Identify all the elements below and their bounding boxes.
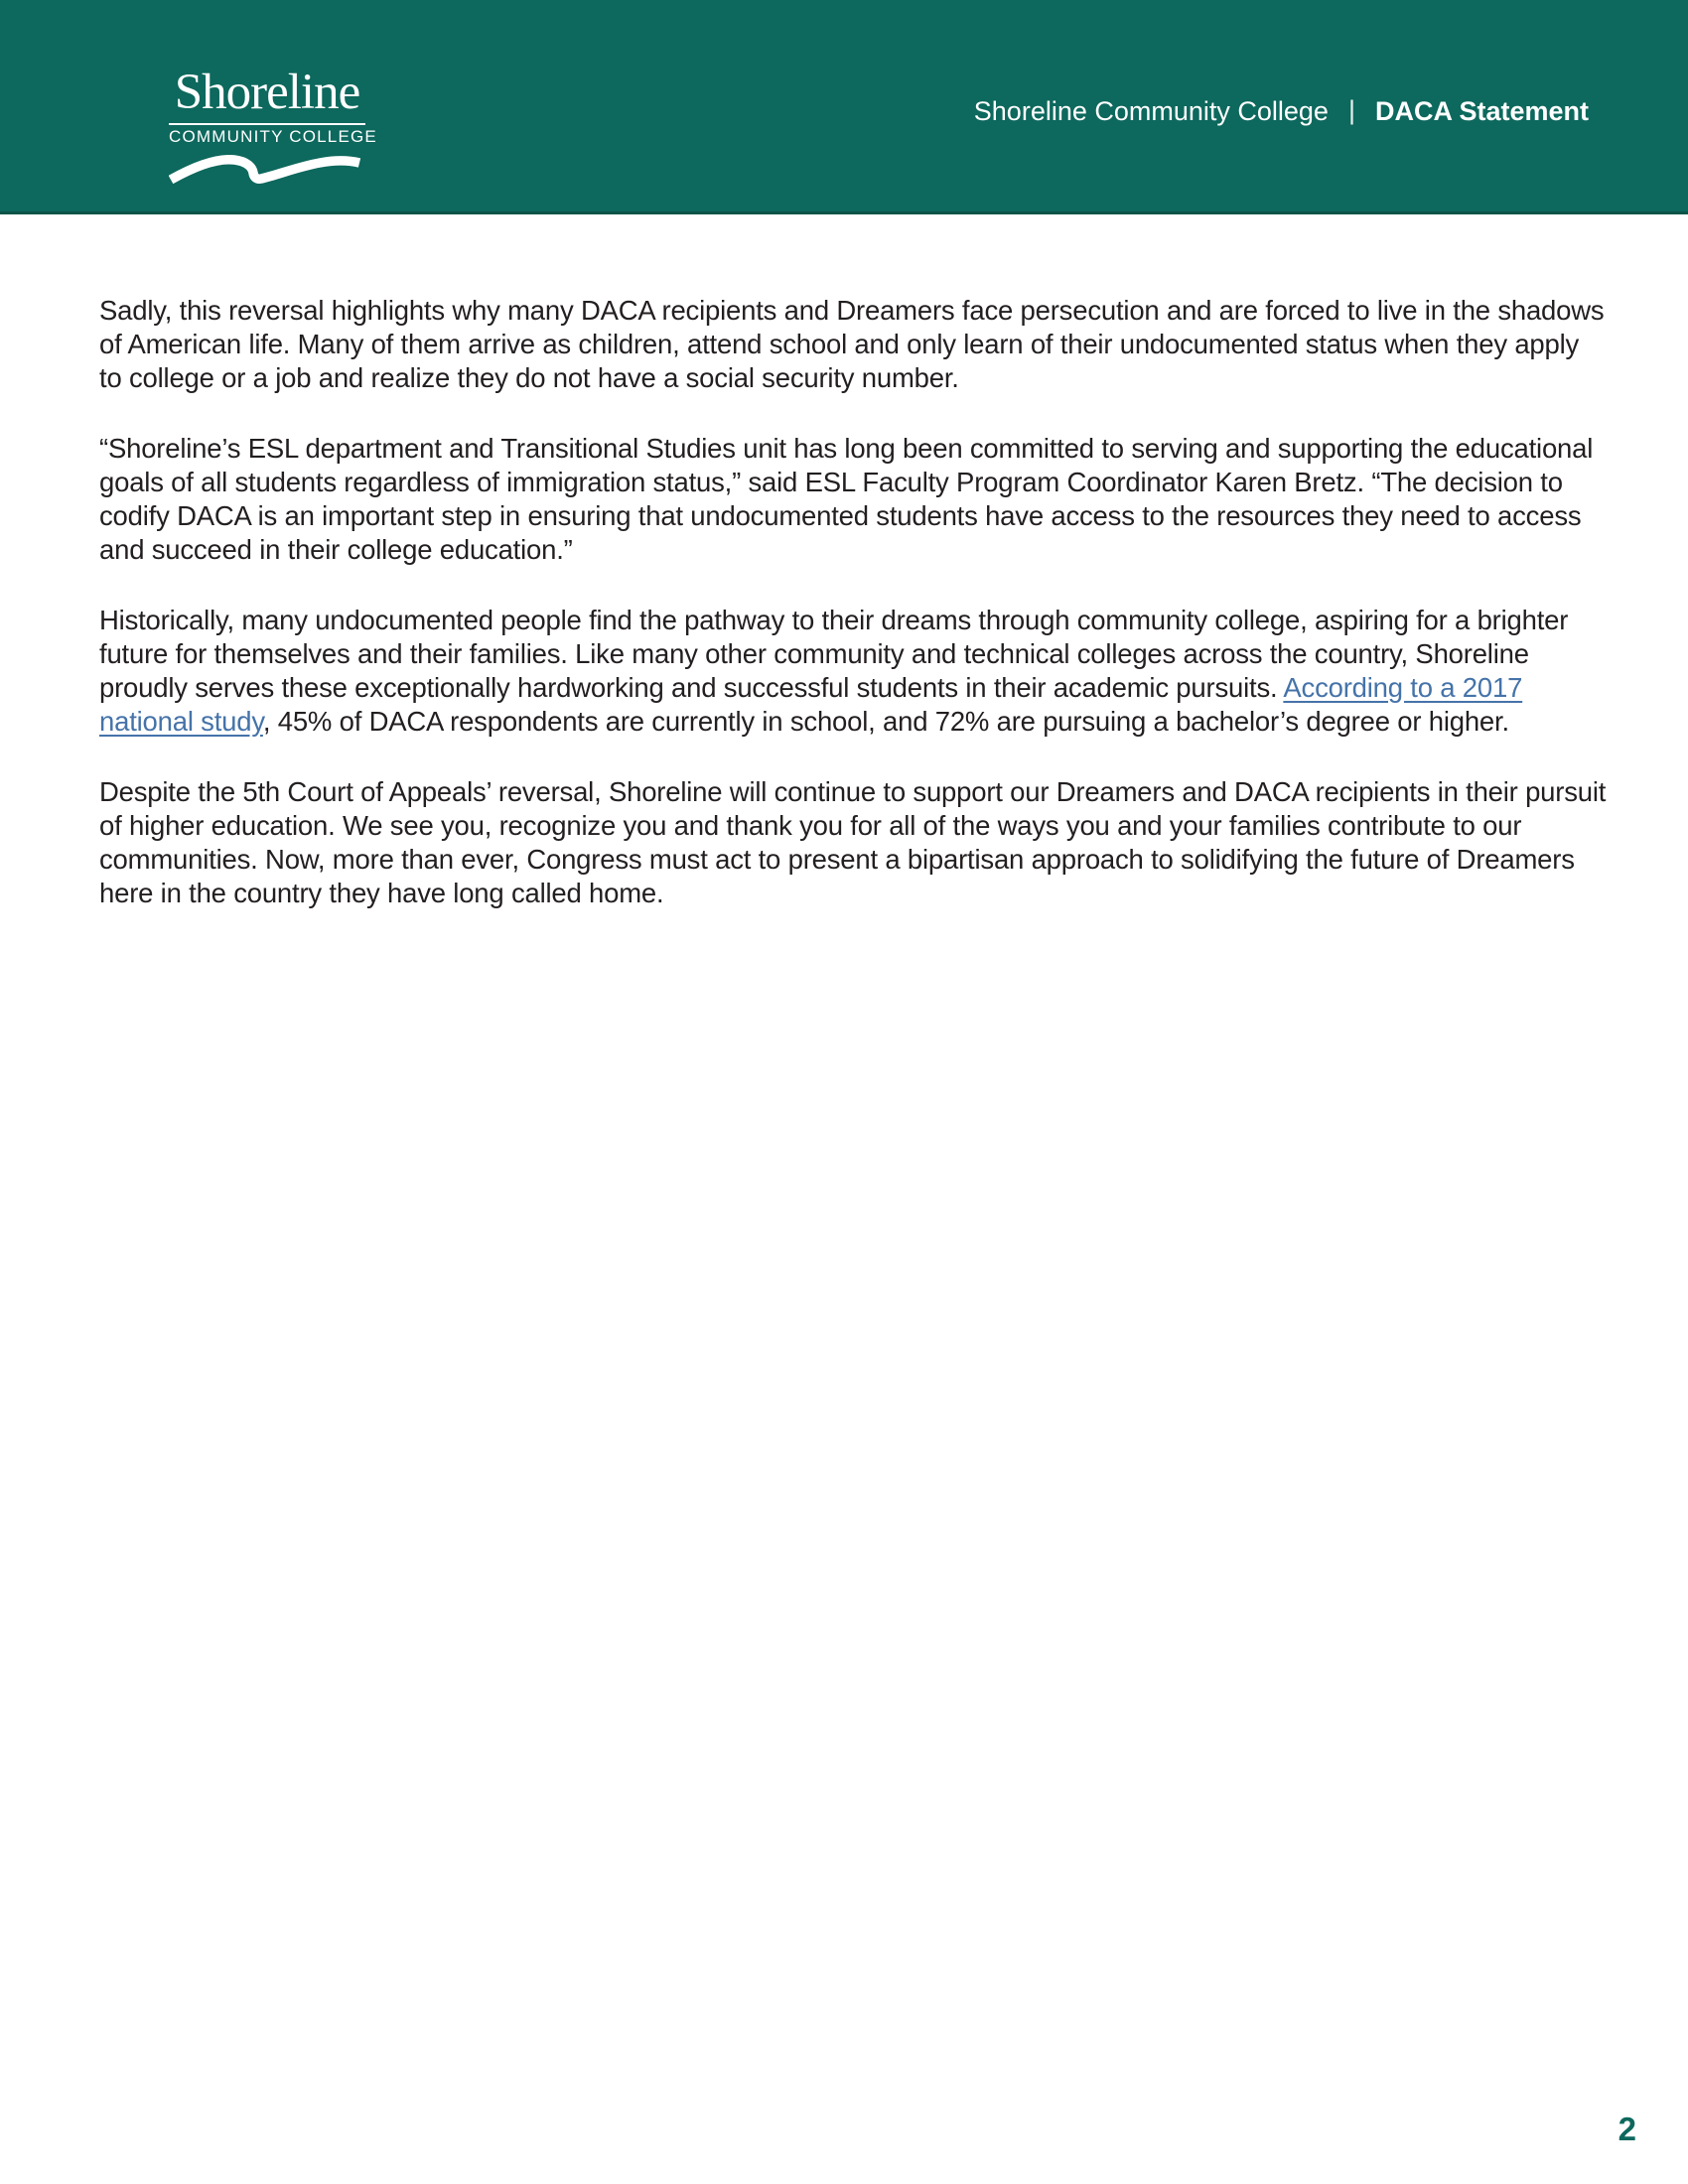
logo-divider-rule	[169, 123, 365, 125]
header-doc-title: DACA Statement	[1374, 96, 1589, 126]
page-header	[0, 0, 1688, 214]
paragraph-1: Sadly, this reversal highlights why many DACA recipients and Dreamers face persecution and are forced to live in the shadows of American life. Many of them arrive as children, attend school and only learn of their undocumented status when they apply to college or a job and realize they do not have a social security number.	[99, 295, 1605, 393]
national-study-link[interactable]: According to a 2017 national study	[99, 672, 1523, 737]
header-title-group	[974, 95, 1589, 127]
paragraph-3	[99, 604, 1609, 739]
header-separator: |	[1347, 95, 1355, 125]
college-logo	[169, 65, 377, 185]
paragraph-4: Despite the 5th Court of Appeals’ reversal, Shoreline will continue to support our Dreamers and DACA recipients in their pursuit of higher education. We see you, recognize you and thank you for all of the ways you and your families contribute to our communities. Now, more than ever, Congress must act to present a bipartisan approach to solidifying the future of Dreamers here in the country they have long called home.	[99, 776, 1607, 908]
logo-wordmark: Shoreline	[174, 65, 360, 120]
paragraph-3-text-after-link: , 45% of DACA respondents are currently in school, and 72% are pursuing a bachelor’s degree or higher.	[262, 706, 1509, 737]
header-site-name: Shoreline Community College	[973, 96, 1329, 126]
paragraph-3-text-before-link: Historically, many undocumented people find the pathway to their dreams through community college, aspiring for a brighter future for themselves and their families. Like many other community and technical colleges across the country, Shoreline proudly serves these exceptionally hardworking and successful students in their academic pursuits.	[99, 605, 1569, 703]
wave-icon	[169, 155, 363, 185]
document-body	[99, 217, 1609, 947]
paragraph-2: “Shoreline’s ESL department and Transitional Studies unit has long been committed to serving and supporting the educational goals of all students regardless of immigration status,” said ESL Faculty Program Coordinator Karen Bretz. “The decision to codify DACA is an important step in ensuring that undocumented students have access to the resources they need to access and succeed in their college education.”	[99, 433, 1594, 565]
page-number: 2	[1618, 2111, 1636, 2147]
logo-subtitle: COMMUNITY COLLEGE	[169, 127, 377, 146]
